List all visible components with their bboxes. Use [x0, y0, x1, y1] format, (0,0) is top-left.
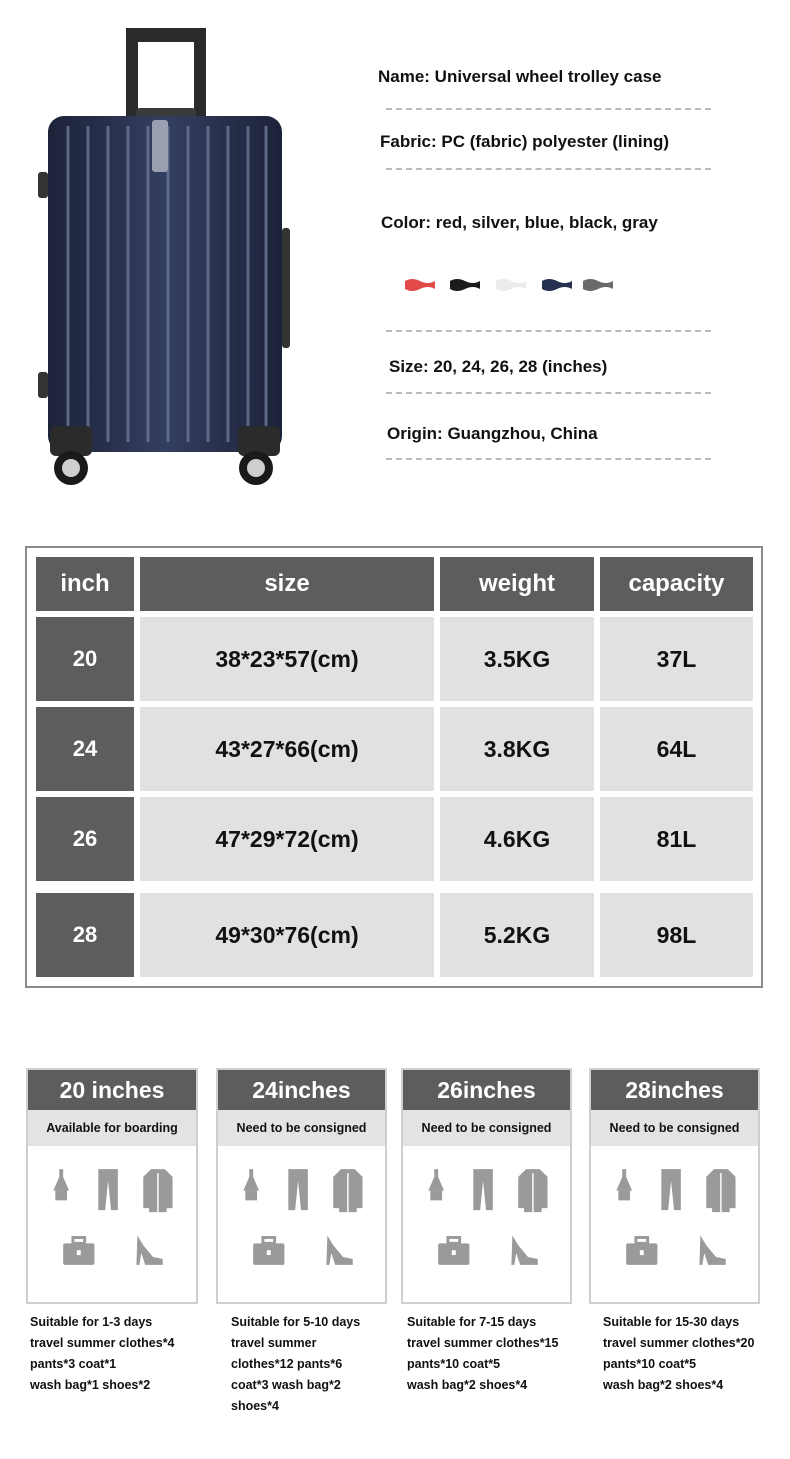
divider	[386, 392, 711, 394]
spec-size: Size: 20, 24, 26, 28 (inches)	[389, 357, 608, 376]
table-cell-inch: 20	[36, 617, 134, 701]
card-title: 24inches	[218, 1070, 385, 1110]
divider	[386, 458, 711, 460]
capacity-card	[26, 1068, 198, 1304]
divider	[386, 168, 711, 170]
table-cell-capacity: 81L	[600, 797, 753, 881]
spec-origin: Origin: Guangzhou, China	[387, 424, 598, 443]
swatch-black	[449, 277, 481, 291]
wash-bag-icon	[626, 1237, 657, 1264]
table-cell-size: 47*29*72(cm)	[140, 797, 434, 881]
coat-icon	[518, 1169, 547, 1212]
coat-icon	[143, 1169, 172, 1212]
swatch-red	[404, 277, 436, 291]
divider	[386, 330, 711, 332]
coat-icon	[333, 1169, 362, 1212]
pants-icon	[98, 1169, 118, 1210]
table-cell-weight: 3.8KG	[440, 707, 594, 791]
capacity-card	[401, 1068, 572, 1304]
capacity-card	[589, 1068, 760, 1304]
wash-bag-icon	[438, 1237, 469, 1264]
card-subtitle: Need to be consigned	[403, 1110, 570, 1146]
table-cell-capacity: 98L	[600, 893, 753, 977]
shoe-icon	[136, 1236, 162, 1265]
shoe-icon	[511, 1236, 537, 1265]
table-cell-inch: 24	[36, 707, 134, 791]
spec-color: Color: red, silver, blue, black, gray	[381, 213, 658, 232]
shoe-icon	[699, 1236, 725, 1265]
table-header-weight: weight	[440, 557, 594, 611]
swatch-blue	[541, 277, 573, 291]
card-title: 26inches	[403, 1070, 570, 1110]
card-description: Suitable for 15-30 days travel summer clothes*20 pants*10 coat*5 wash bag*2 shoes*4	[603, 1315, 755, 1392]
table-cell-size: 38*23*57(cm)	[140, 617, 434, 701]
table-header-size: size	[140, 557, 434, 611]
dress-icon	[243, 1169, 259, 1200]
card-title: 20 inches	[28, 1070, 196, 1110]
dress-icon	[428, 1169, 444, 1200]
pants-icon	[473, 1169, 493, 1210]
clothing-icons	[28, 1156, 196, 1276]
clothing-icons	[403, 1156, 570, 1276]
swatch-gray	[582, 277, 614, 291]
spec-name: Name: Universal wheel trolley case	[378, 67, 662, 86]
card-description: Suitable for 7-15 days travel summer clothes*15 pants*10 coat*5 wash bag*2 shoes*4	[407, 1315, 559, 1392]
table-cell-size: 49*30*76(cm)	[140, 893, 434, 977]
trolley-case-image	[36, 22, 296, 492]
capacity-card	[216, 1068, 387, 1304]
card-title: 28inches	[591, 1070, 758, 1110]
card-subtitle: Need to be consigned	[218, 1110, 385, 1146]
card-subtitle: Available for boarding	[28, 1110, 196, 1146]
table-cell-capacity: 64L	[600, 707, 753, 791]
table-cell-inch: 28	[36, 893, 134, 977]
table-header-inch: inch	[36, 557, 134, 611]
pants-icon	[288, 1169, 308, 1210]
divider	[386, 108, 711, 110]
card-description: Suitable for 1-3 days travel summer clothes*4 pants*3 coat*1 wash bag*1 shoes*2	[30, 1315, 175, 1392]
table-header-capacity: capacity	[600, 557, 753, 611]
shoe-icon	[326, 1236, 352, 1265]
wash-bag-icon	[253, 1237, 284, 1264]
coat-icon	[706, 1169, 735, 1212]
pants-icon	[661, 1169, 681, 1210]
table-cell-capacity: 37L	[600, 617, 753, 701]
dress-icon	[616, 1169, 632, 1200]
wash-bag-icon	[63, 1237, 94, 1264]
swatch-silver	[495, 277, 527, 291]
card-description: Suitable for 5-10 days travel summer clothes*12 pants*6 coat*3 wash bag*2 shoes*4	[231, 1315, 361, 1413]
clothing-icons	[591, 1156, 758, 1276]
table-cell-weight: 5.2KG	[440, 893, 594, 977]
dress-icon	[53, 1169, 69, 1200]
spec-fabric: Fabric: PC (fabric) polyester (lining)	[380, 132, 670, 151]
table-cell-weight: 3.5KG	[440, 617, 594, 701]
table-cell-inch: 26	[36, 797, 134, 881]
card-subtitle: Need to be consigned	[591, 1110, 758, 1146]
table-cell-size: 43*27*66(cm)	[140, 707, 434, 791]
table-cell-weight: 4.6KG	[440, 797, 594, 881]
clothing-icons	[218, 1156, 385, 1276]
